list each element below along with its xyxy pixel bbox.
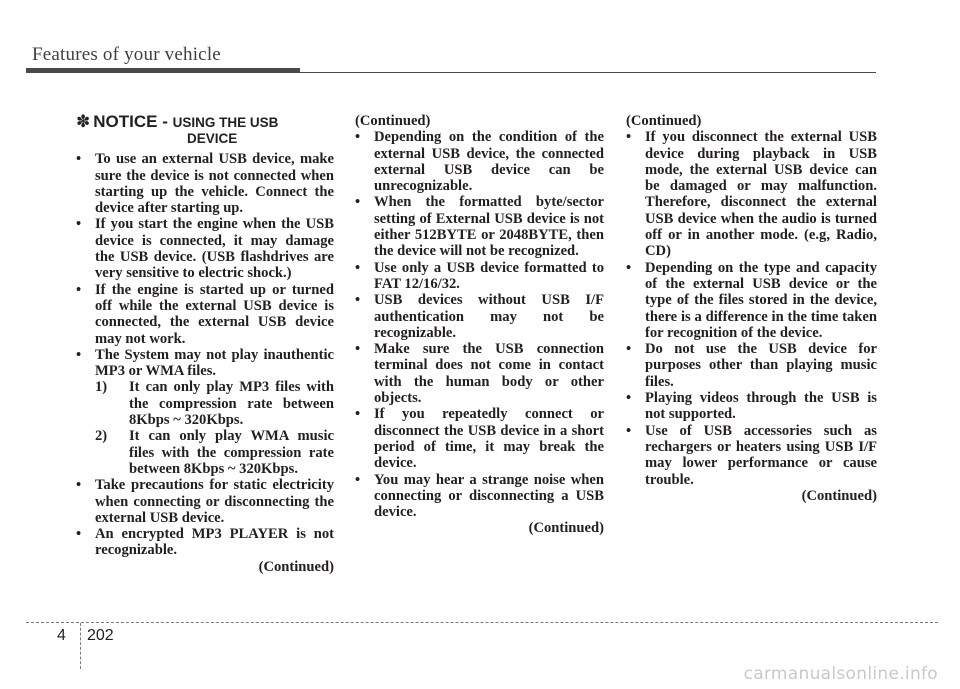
bullet-icon: • bbox=[76, 346, 82, 363]
column-3-list bbox=[626, 129, 877, 488]
bullet-icon: • bbox=[355, 259, 361, 276]
bullet-icon: • bbox=[76, 477, 82, 494]
bullet-icon: • bbox=[626, 390, 632, 407]
list-item-text: An encrypted MP3 PLAYER is not recognizable. bbox=[95, 526, 334, 559]
bullet-icon: • bbox=[355, 292, 361, 309]
continued-label: (Continued) bbox=[528, 520, 604, 537]
list-item bbox=[355, 292, 604, 341]
footer-rule bbox=[26, 622, 938, 623]
continued-label: (Continued) bbox=[801, 487, 877, 504]
sub-list-text: It can only play WMA music files with the compression rate between 8Kbps ~ 320Kbps. bbox=[129, 428, 334, 477]
continued-top-label: (Continued) bbox=[355, 113, 431, 129]
list-item-text: You may hear a strange noise when connecting or disconnecting a USB device. bbox=[374, 471, 604, 521]
list-item bbox=[626, 390, 877, 423]
list-item bbox=[626, 341, 877, 390]
list-item-text: Make sure the USB connection terminal does not come in contact with the human body or other objects. bbox=[374, 341, 604, 407]
notice-label: NOTICE - bbox=[93, 112, 173, 131]
column-2-list bbox=[355, 129, 604, 520]
list-item bbox=[76, 216, 334, 281]
list-item bbox=[355, 129, 604, 194]
header-rule-thin bbox=[26, 72, 876, 73]
footer-divider bbox=[80, 623, 81, 669]
list-item-text: Do not use the USB device for purposes other than playing music files. bbox=[645, 341, 877, 390]
notice-star-icon: ✽ bbox=[76, 112, 91, 131]
bullet-icon: • bbox=[355, 406, 361, 423]
column-2 bbox=[355, 113, 604, 537]
notice-subtitle-line2: DEVICE bbox=[187, 131, 238, 147]
bullet-icon: • bbox=[355, 194, 361, 211]
bullet-icon: • bbox=[626, 341, 632, 358]
sub-list-number: 1) bbox=[95, 379, 108, 396]
list-item bbox=[76, 347, 334, 477]
bullet-icon: • bbox=[626, 422, 632, 439]
sub-list-item bbox=[95, 379, 334, 428]
column-1-list bbox=[76, 151, 334, 558]
bullet-icon: • bbox=[355, 341, 361, 358]
column-1 bbox=[76, 114, 334, 575]
sub-list-text: It can only play MP3 files with the compression rate between 8Kbps ~ 320Kbps. bbox=[129, 379, 334, 429]
list-item-text: Take precautions for static electricity when connecting or disconnecting the external USB device. bbox=[95, 477, 334, 526]
list-item-text: USB devices without USB I/F authentication may not be recognizable. bbox=[374, 292, 604, 341]
list-item bbox=[76, 526, 334, 559]
continued-label: (Continued) bbox=[258, 558, 334, 575]
page-number: 202 bbox=[87, 627, 114, 644]
sub-list-number: 2) bbox=[95, 428, 108, 445]
list-item-text: The System may not play inauthentic MP3 or WMA files. bbox=[95, 346, 334, 380]
list-item bbox=[355, 472, 604, 521]
list-item-text: If the engine is started up or turned off while the external USB device is connected, the external USB device may not work. bbox=[95, 281, 334, 347]
bullet-icon: • bbox=[626, 259, 632, 276]
bullet-icon: • bbox=[76, 151, 82, 168]
list-item-text: Use of USB accessories such as rechargers or heaters using USB I/F may lower performance or cause trouble. bbox=[645, 422, 877, 488]
watermark-text: carmanualsonline.info bbox=[743, 664, 938, 684]
bullet-icon: • bbox=[355, 471, 361, 488]
list-item-text: When the formatted byte/sector setting of External USB device is not either 512BYTE or 2048BYTE, then the device will not be recognized. bbox=[374, 194, 604, 260]
list-item bbox=[626, 129, 877, 259]
list-item-text: If you start the engine when the USB device is connected, it may damage the USB device. (USB flashdrives are very sensitive to electric shock.) bbox=[95, 216, 334, 282]
notice-heading bbox=[76, 114, 334, 146]
bullet-icon: • bbox=[76, 216, 82, 233]
list-item bbox=[355, 260, 604, 293]
chapter-number: 4 bbox=[57, 627, 66, 644]
list-item-text: If you disconnect the external USB device during playback in USB mode, the external USB device can be damaged or may malfunction. Therefore, disconnect the external USB device when the audio is turned off or in another mode. (e.g, Radio, CD) bbox=[645, 129, 877, 260]
column-3 bbox=[626, 113, 877, 504]
list-item bbox=[76, 282, 334, 347]
list-item-text: Depending on the condition of the external USB device, the connected external USB device can be unrecognizable. bbox=[374, 129, 604, 195]
list-item bbox=[626, 260, 877, 341]
list-item bbox=[355, 406, 604, 471]
continued-top-label: (Continued) bbox=[626, 113, 702, 129]
list-item-text: Use only a USB device formatted to FAT 12/16/32. bbox=[374, 259, 604, 292]
notice-subtitle-line1: USING THE USB bbox=[172, 115, 279, 130]
list-item bbox=[355, 341, 604, 406]
list-item-text: To use an external USB device, make sure the device is not connected when starting up the vehicle. Connect the device after starting up. bbox=[95, 151, 334, 217]
list-item bbox=[76, 151, 334, 216]
sub-list bbox=[95, 379, 334, 477]
sub-list-item bbox=[95, 428, 334, 477]
list-item-text: Depending on the type and capacity of the external USB device or the type of the files stored in the device, there is a difference in the time taken for recognition of the device. bbox=[645, 259, 877, 341]
list-item bbox=[626, 423, 877, 488]
bullet-icon: • bbox=[355, 129, 361, 146]
bullet-icon: • bbox=[76, 281, 82, 298]
page-header-title: Features of your vehicle bbox=[32, 44, 221, 65]
list-item bbox=[76, 477, 334, 526]
list-item-text: Playing videos through the USB is not supported. bbox=[645, 390, 877, 423]
list-item bbox=[355, 194, 604, 259]
bullet-icon: • bbox=[626, 129, 632, 146]
list-item-text: If you repeatedly connect or disconnect the USB device in a short period of time, it may break the device. bbox=[374, 406, 604, 472]
bullet-icon: • bbox=[76, 526, 82, 543]
